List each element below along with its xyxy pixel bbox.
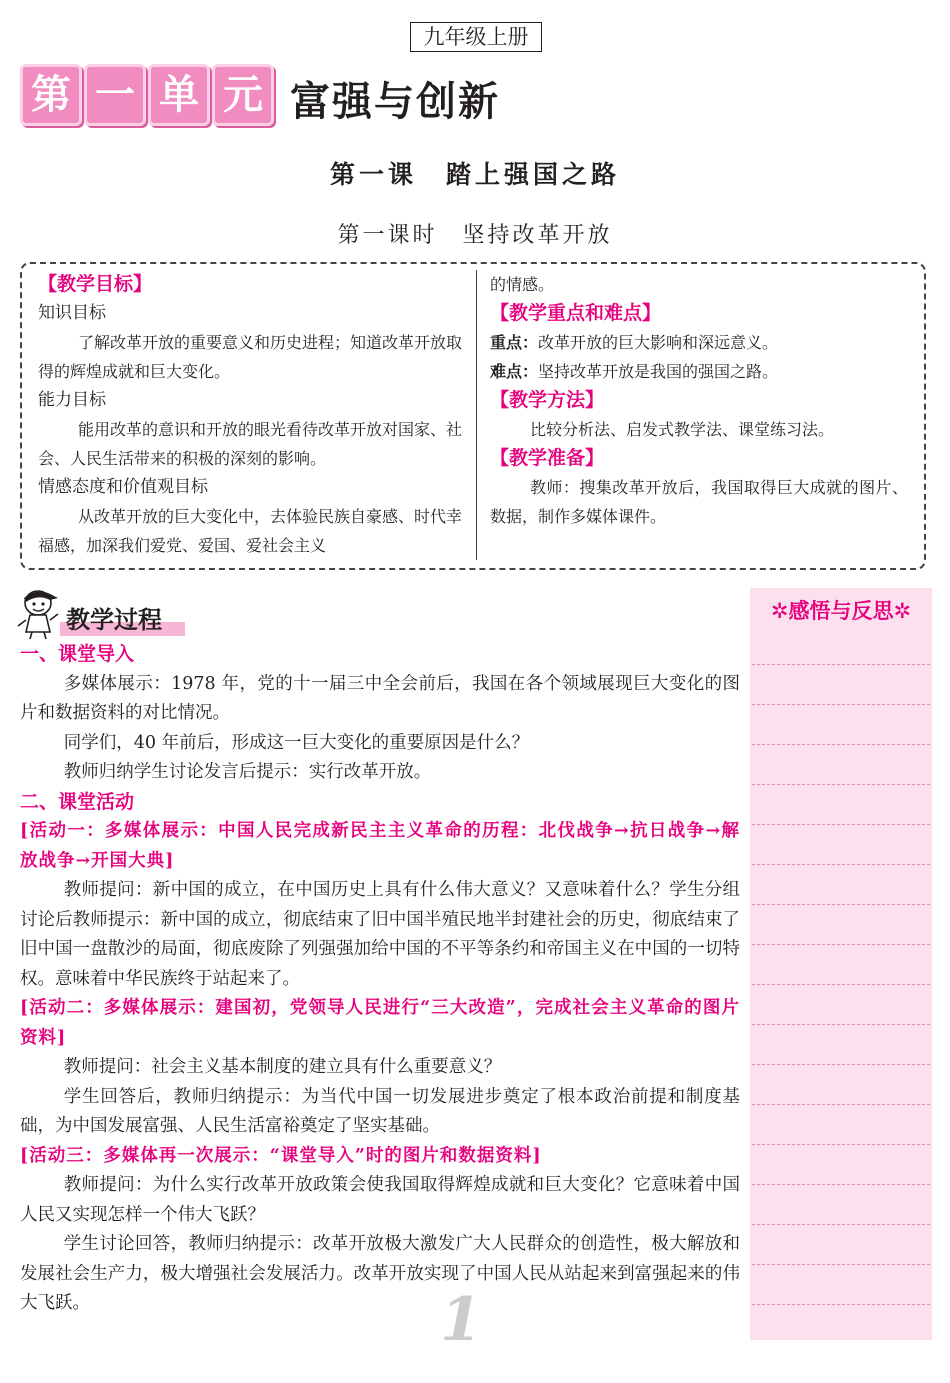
- reflection-line: [752, 1184, 930, 1185]
- key-label: 重点：: [490, 333, 539, 352]
- method-heading: 【教学方法】: [490, 389, 605, 411]
- objectives-heading: 【教学目标】: [38, 273, 153, 295]
- lesson-title: 第一课 踏上强国之路: [329, 160, 620, 189]
- student-cartoon-icon: [16, 586, 62, 640]
- reflection-line: [752, 984, 930, 985]
- reflection-line: [752, 784, 930, 785]
- activity-3-paragraph-1: 教师提问：为什么实行改革开放政策会使我国取得辉煌成就和巨大变化？它意味着中国人民又实现怎样一个伟大飞跃？: [20, 1175, 740, 1225]
- activity-2-paragraph-1: 教师提问：社会主义基本制度的建立具有什么重要意义？: [63, 1057, 502, 1077]
- reflection-line: [752, 664, 930, 665]
- difficult-point: [490, 357, 908, 386]
- intro-paragraph-2: 同学们，40 年前后，形成这一巨大变化的重要原因是什么？: [63, 732, 530, 753]
- activity-2-title: [活动二：多媒体展示：建国初，党领导人民进行“三大改造”，完成社会主义革命的图片资料]: [20, 998, 740, 1048]
- reflection-sidebar: [750, 588, 932, 1340]
- reflection-line: [752, 904, 930, 905]
- reflection-line: [752, 1064, 930, 1065]
- method-text: 比较分析法、启发式教学法、课堂练习法。: [530, 420, 835, 439]
- difficult-text: 坚持改革开放是我国的强国之路。: [538, 362, 779, 381]
- intro-paragraph-3: 教师归纳学生讨论发言后提示：实行改革开放。: [63, 762, 432, 782]
- reflection-line: [752, 1144, 930, 1145]
- reflection-line: [752, 944, 930, 945]
- reflection-line: [752, 704, 930, 705]
- reflection-line: [752, 1304, 930, 1305]
- reflection-title: ✲感悟与反思✲: [770, 599, 912, 623]
- period-title: 第一课时 坚持改革开放: [337, 223, 613, 248]
- activity-3-paragraph-2: 学生讨论回答，教师归纳提示：改革开放极大激发广大人民群众的创造性，极大解放和发展社会生产力，极大增强社会发展活力。改革开放实现了中国人民从站起来到富强起来的伟大飞跃。: [20, 1234, 740, 1313]
- unit-char-1: 第: [20, 64, 82, 126]
- activity-3-title: [活动三：多媒体再一次展示：“课堂导入”时的图片和数据资料]: [20, 1145, 542, 1166]
- reflection-line: [752, 1024, 930, 1025]
- process-title: 教学过程: [66, 606, 162, 634]
- reflection-line: [752, 1264, 930, 1265]
- prep-text: 教师：搜集改革开放后，我国取得巨大成就的图片、数据，制作多媒体课件。: [490, 478, 908, 526]
- reflection-line: [752, 824, 930, 825]
- unit-char-3: 单: [148, 64, 210, 126]
- emotion-label: 情感态度和价值观目标: [38, 477, 208, 497]
- difficult-label: 难点：: [490, 362, 539, 381]
- emotion-text: 从改革开放的巨大变化中，去体验民族自豪感、时代幸福感，加深我们爱党、爱国、爱社会主义: [38, 507, 463, 555]
- activity-1-paragraph: 教师提问：新中国的成立，在中国历史上具有什么伟大意义？又意味着什么？学生分组讨论后教师提示：新中国的成立，彻底结束了旧中国半殖民地半封建社会的历史，彻底结束了旧中国一盘散沙的局面，彻底废除了列强强加给中国的不平等条约和帝国主义在中国的一切特权。意味着中华民族终于站起来了。: [20, 880, 740, 989]
- objectives-left-column: [38, 270, 462, 560]
- intro-paragraph-1: 多媒体展示：1978 年，党的十一届三中全会前后，我国在各个领域展现巨大变化的图片和数据资料的对比情况。: [20, 673, 740, 723]
- knowledge-label: 知识目标: [38, 303, 106, 323]
- process-content: [20, 640, 740, 1319]
- section-heading-activities: 二、课堂活动: [20, 790, 135, 813]
- section-heading-intro: 一、课堂导入: [20, 643, 135, 665]
- unit-char-4: 元: [212, 64, 274, 126]
- unit-title: 富强与创新: [290, 79, 500, 125]
- prep-heading: 【教学准备】: [490, 447, 605, 469]
- knowledge-text: 了解改革开放的重要意义和历史进程；知道改革开放取得的辉煌成就和巨大变化。: [38, 333, 463, 381]
- key-difficult-heading: 【教学重点和难点】: [490, 302, 662, 324]
- activity-2-paragraph-2: 学生回答后，教师归纳提示：为当代中国一切发展进步奠定了根本政治前提和制度基础，为中国发展富强、人民生活富裕奠定了坚实基础。: [20, 1086, 740, 1136]
- reflection-line: [752, 744, 930, 745]
- objectives-right-column: [490, 270, 908, 531]
- emotion-text-continued: 的情感。: [490, 275, 555, 294]
- reflection-line: [752, 1224, 930, 1225]
- ability-text: 能用改革的意识和开放的眼光看待改革开放对国家、社会、人民生活带来的积极的深刻的影响。: [38, 420, 463, 468]
- reflection-line: [752, 1104, 930, 1105]
- ability-label: 能力目标: [38, 390, 106, 410]
- reflection-line: [752, 864, 930, 865]
- activity-1-title: [活动一：多媒体展示：中国人民完成新民主主义革命的历程：北伐战争→抗日战争→解放战争→开国大典]: [20, 821, 740, 871]
- grade-label: 九年级上册: [410, 22, 542, 52]
- key-point: [490, 328, 908, 357]
- unit-char-2: 一: [84, 64, 146, 126]
- key-text: 改革开放的巨大影响和深远意义。: [538, 333, 779, 352]
- page-number: 1: [440, 1285, 482, 1355]
- objectives-divider: [476, 270, 477, 560]
